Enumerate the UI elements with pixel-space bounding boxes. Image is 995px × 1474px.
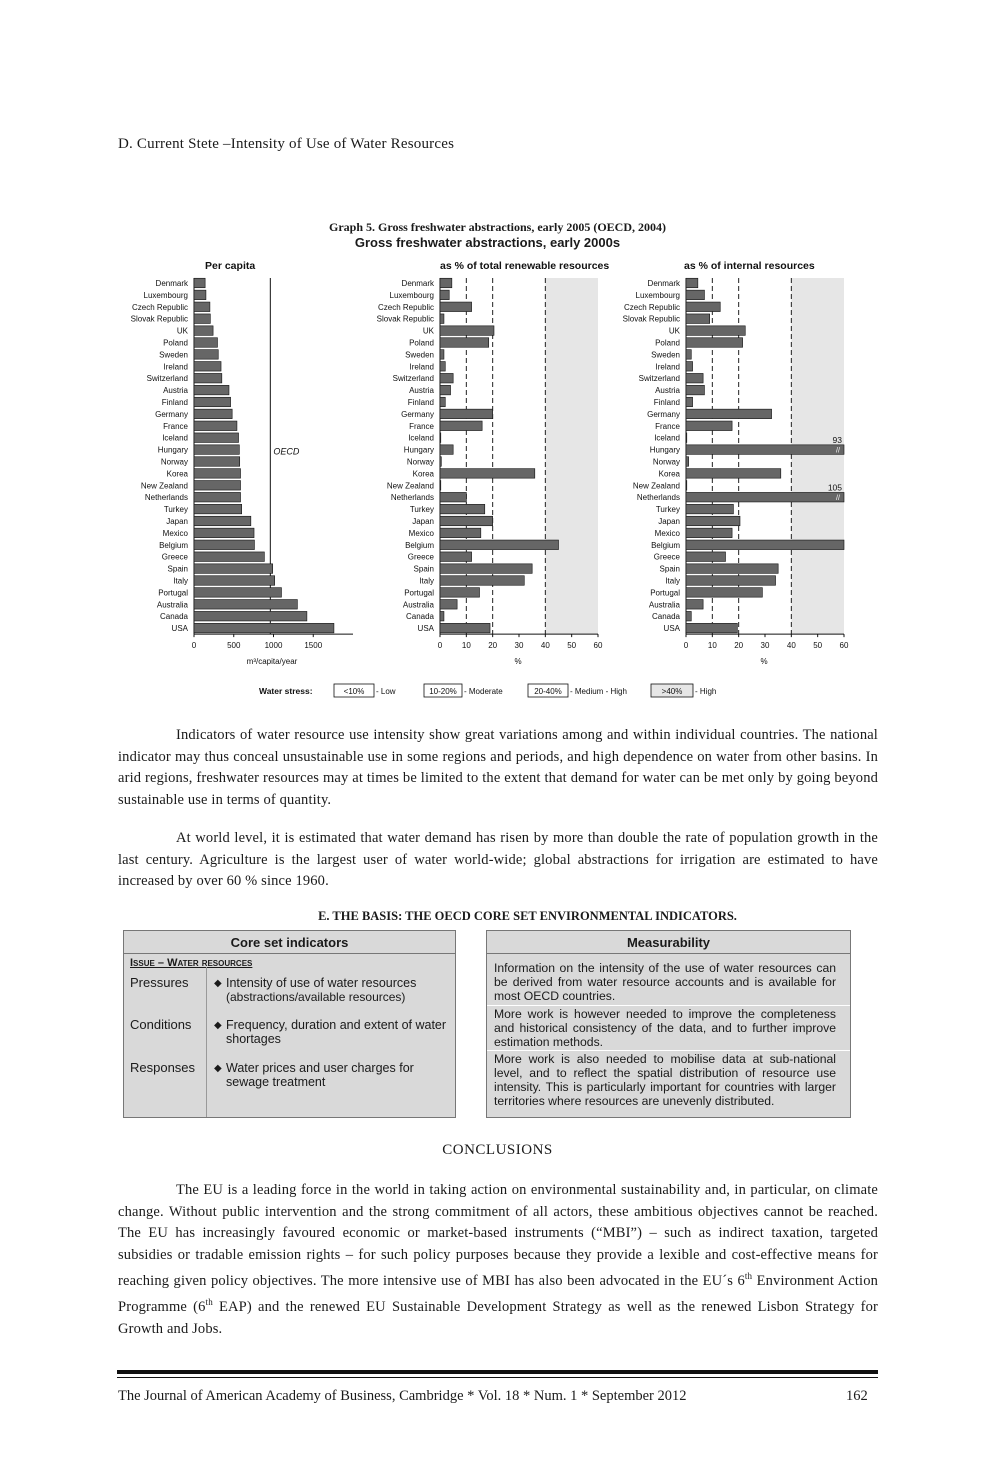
tick-label: Italy xyxy=(419,576,434,586)
section-e-heading: E. THE BASIS: THE OECD CORE SET ENVIRONMENTAL INDICATORS. xyxy=(318,909,737,923)
divider xyxy=(487,1005,850,1006)
tick-label: New Zealand xyxy=(632,481,680,491)
bar xyxy=(440,433,441,443)
data-label: 105 xyxy=(827,482,842,493)
tick-label: Finland xyxy=(161,398,188,407)
tick-label: Mexico xyxy=(162,528,188,538)
bar xyxy=(194,576,275,586)
bar xyxy=(194,552,264,562)
tick-label: Sweden xyxy=(405,350,434,360)
data-label: 93 xyxy=(832,434,842,445)
bar xyxy=(194,600,297,610)
paragraph-conclusions xyxy=(118,1180,878,1340)
tick-label: Hungary xyxy=(157,445,188,455)
tick-label: Finland xyxy=(407,398,434,407)
bar xyxy=(686,338,743,348)
bar xyxy=(440,290,449,300)
tick-label: Ireland xyxy=(655,362,680,372)
divider xyxy=(124,953,455,954)
paragraph-world-level xyxy=(118,828,878,893)
bar xyxy=(194,516,251,526)
measurability-title: Measurability xyxy=(626,935,711,950)
tick-label: Japan xyxy=(412,517,434,526)
paragraph-text: At world level, it is estimated that water demand has risen by more than double the rate of population growth in the last century. Agriculture is the largest user of water world-wide; global abstractions for irrigation are estimated to have increased by over 60 % since 1960. xyxy=(118,830,878,889)
row-label-conditions: Conditions xyxy=(130,1017,192,1032)
tick-label: Netherlands xyxy=(636,493,680,503)
bar xyxy=(194,385,229,395)
x-tick-label: 20 xyxy=(488,641,498,651)
tick-label: Czech Republic xyxy=(131,302,188,312)
bar xyxy=(686,385,704,395)
bar xyxy=(686,481,687,491)
tick-label: Netherlands xyxy=(390,493,434,503)
bar xyxy=(440,588,480,598)
divider xyxy=(487,953,850,954)
bar xyxy=(440,373,453,383)
tick-label: Czech Republic xyxy=(623,302,680,312)
bar xyxy=(686,600,703,610)
page-number: 162 xyxy=(846,1388,868,1404)
bar xyxy=(440,457,441,467)
bar xyxy=(440,314,444,324)
paragraph-text: Environment Action Programme (6 xyxy=(118,1272,878,1316)
tick-label: Finland xyxy=(653,398,680,407)
bar xyxy=(194,409,232,419)
bullet-icon: ◆ xyxy=(214,978,222,989)
bar xyxy=(194,588,281,598)
bar xyxy=(440,469,535,479)
tick-label: Portugal xyxy=(158,588,188,598)
tick-label: Hungary xyxy=(649,445,680,455)
bar xyxy=(686,290,704,300)
bar xyxy=(440,385,451,395)
bar xyxy=(686,278,698,288)
tick-label: France xyxy=(409,421,434,431)
x-tick-label: 0 xyxy=(683,641,689,651)
footer-rule xyxy=(117,1370,878,1374)
bar xyxy=(440,576,524,586)
bar xyxy=(440,445,453,455)
tick-label: Australia xyxy=(402,600,434,610)
bar xyxy=(194,326,213,336)
bar xyxy=(440,362,445,372)
panel-title: Per capita xyxy=(205,260,256,272)
divider xyxy=(487,1050,850,1051)
journal-footer: The Journal of American Academy of Business, Cambridge * Vol. 18 * Num. 1 * September 2012 xyxy=(118,1388,687,1404)
legend-box-label: 20-40% xyxy=(534,687,562,696)
bar xyxy=(194,528,254,538)
bar xyxy=(440,623,490,633)
tick-label: Japan xyxy=(658,517,680,526)
bar xyxy=(440,564,532,574)
freshwater-chart xyxy=(0,250,995,710)
tick-label: Mexico xyxy=(654,528,680,538)
tick-label: Hungary xyxy=(403,445,434,455)
bar xyxy=(686,611,691,621)
bullet-icon: ◆ xyxy=(214,1063,222,1074)
axis-break-mark: // xyxy=(836,447,840,455)
tick-label: Austria xyxy=(409,386,434,396)
bar xyxy=(686,302,720,312)
bar xyxy=(194,350,218,360)
tick-label: Australia xyxy=(648,600,680,610)
tick-label: Japan xyxy=(166,517,188,526)
tick-label: Norway xyxy=(160,457,188,467)
tick-label: Portugal xyxy=(404,588,434,598)
tick-label: UK xyxy=(668,326,680,336)
tick-label: Denmark xyxy=(401,279,434,288)
bar xyxy=(440,504,485,513)
panel-title: as % of internal resources xyxy=(684,260,815,272)
tick-label: Korea xyxy=(166,469,188,479)
tick-label: USA xyxy=(417,624,434,634)
bar xyxy=(686,528,732,538)
bar xyxy=(686,504,733,513)
tick-label: Canada xyxy=(405,612,434,622)
bar xyxy=(686,373,703,383)
bar xyxy=(686,516,740,526)
core-box-title: Core set indicators xyxy=(230,935,349,950)
measurability-item: More work is also needed to mobilise data at sub-national level, and to reflect the spatial distribution of resource use intensity. This is particularly important for countries with larger territories where resources are unevenly distributed. xyxy=(494,1052,836,1108)
bar xyxy=(194,481,241,491)
tick-label: Italy xyxy=(173,576,188,586)
x-tick-label: 40 xyxy=(786,641,796,651)
legend-box-label: >40% xyxy=(661,687,683,696)
tick-label: Greece xyxy=(653,552,680,562)
bar xyxy=(440,278,452,288)
x-tick-label: 0 xyxy=(437,641,443,651)
tick-label: Germany xyxy=(647,409,680,419)
bar xyxy=(440,421,482,431)
tick-label: Germany xyxy=(155,409,188,419)
tick-label: Italy xyxy=(665,576,680,586)
tick-label: Poland xyxy=(655,338,680,348)
bar xyxy=(686,576,776,586)
conclusions-heading: CONCLUSIONS xyxy=(442,1142,553,1158)
tick-label: Poland xyxy=(409,338,434,348)
tick-label: New Zealand xyxy=(386,481,434,491)
tick-label: Norway xyxy=(406,457,434,467)
divider xyxy=(206,967,207,1117)
legend-box-label: 10-20% xyxy=(429,687,457,696)
bullet-icon: ◆ xyxy=(214,1020,222,1031)
tick-label: France xyxy=(655,421,680,431)
bar xyxy=(194,433,239,443)
tick-label: UK xyxy=(422,326,434,336)
tick-label: Mexico xyxy=(408,528,434,538)
bar xyxy=(686,469,781,479)
tick-label: USA xyxy=(171,624,188,634)
section-heading: D. Current Stete –Intensity of Use of Water Resources xyxy=(118,136,455,152)
legend-item-label: - High xyxy=(695,687,717,696)
bar xyxy=(686,564,778,574)
tick-label: Switzerland xyxy=(146,374,188,384)
bar xyxy=(686,362,693,372)
tick-label: Korea xyxy=(658,469,680,479)
bar xyxy=(440,492,466,502)
tick-label: Spain xyxy=(167,564,188,574)
reference-label: OECD xyxy=(273,446,300,457)
tick-label: Luxembourg xyxy=(143,290,188,300)
x-tick-label: 50 xyxy=(567,641,577,651)
measurability-box xyxy=(486,930,851,1118)
tick-label: Korea xyxy=(412,469,434,479)
tick-label: Australia xyxy=(156,600,188,610)
legend-item-label: - Moderate xyxy=(464,687,503,696)
tick-label: Iceland xyxy=(408,433,434,443)
bar xyxy=(194,469,241,479)
bar xyxy=(686,326,745,336)
bar xyxy=(686,588,762,598)
panel-title: as % of total renewable resources xyxy=(440,260,610,272)
tick-label: Portugal xyxy=(650,588,680,598)
bar xyxy=(194,314,210,324)
bar xyxy=(194,338,217,348)
tick-label: Iceland xyxy=(162,433,188,443)
issue-label: Issue – Water resources xyxy=(130,957,253,969)
tick-label: Canada xyxy=(159,612,188,622)
x-tick-label: 30 xyxy=(760,641,770,651)
x-tick-label: 1500 xyxy=(304,641,323,651)
bar xyxy=(440,302,472,312)
tick-label: Slovak Republic xyxy=(376,314,434,324)
tick-label: Netherlands xyxy=(144,493,188,503)
x-axis-label: % xyxy=(760,657,768,667)
tick-label: Turkey xyxy=(163,505,188,515)
bar xyxy=(194,302,210,312)
x-tick-label: 30 xyxy=(514,641,524,651)
bar xyxy=(194,397,231,407)
paragraph-text: The EU is a leading force in the world in taking action on environmental sustainability and, in particular, on climate change. Without public intervention and the strong commitment of all actors, these ambitious objectives cannot be reached. The EU has increasingly favoured economic or market-based instruments (“MBI”) – such as indirect taxation, targeted subsidies or tradable emission rights – for such policy purposes because they provide a lexible and cost-effective means for reaching given policy objectives. The more intensive use of MBI has also been advocated in the EU´s 6 xyxy=(118,1182,878,1289)
tick-label: Turkey xyxy=(655,505,680,515)
legend-item-label: - Low xyxy=(376,687,396,696)
bar xyxy=(440,409,493,419)
x-tick-label: 10 xyxy=(461,641,471,651)
tick-label: Ireland xyxy=(409,362,434,372)
tick-label: Czech Republic xyxy=(377,302,434,312)
chart-title: Gross freshwater abstractions, early 2000s xyxy=(354,235,621,250)
superscript: th xyxy=(744,1271,753,1281)
tick-label: Denmark xyxy=(647,279,680,288)
bar xyxy=(440,528,481,538)
bar xyxy=(686,433,687,443)
high-stress-zone xyxy=(545,278,598,634)
row-sub-text: (abstractions/available resources) xyxy=(226,990,406,1004)
bar xyxy=(194,611,307,621)
bar xyxy=(194,290,206,300)
superscript: th xyxy=(205,1297,213,1308)
bar xyxy=(194,504,242,513)
footer-rule xyxy=(117,1377,878,1378)
tick-label: Slovak Republic xyxy=(622,314,680,324)
legend-item-label: - Medium - High xyxy=(570,687,627,696)
tick-label: Denmark xyxy=(155,279,188,288)
bar xyxy=(686,350,691,360)
x-axis-label: % xyxy=(514,657,522,667)
x-tick-label: 500 xyxy=(227,641,241,651)
tick-label: Germany xyxy=(401,409,434,419)
row-text-pressures xyxy=(226,976,450,1004)
tick-label: Switzerland xyxy=(638,374,680,384)
paragraph-text: EAP) and the renewed EU Sustainable Development Strategy as well as the renewed Lisbon Strategy for Growth and Jobs. xyxy=(118,1299,879,1337)
x-tick-label: 40 xyxy=(540,641,550,651)
bar xyxy=(440,552,472,562)
bar xyxy=(194,564,273,574)
tick-label: Luxembourg xyxy=(635,290,680,300)
tick-label: Austria xyxy=(163,386,188,396)
bar xyxy=(686,552,726,562)
bar xyxy=(440,326,494,336)
tick-label: Iceland xyxy=(654,433,680,443)
bar xyxy=(686,457,689,467)
tick-label: New Zealand xyxy=(140,481,188,491)
graph-caption: Graph 5. Gross freshwater abstractions, early 2005 (OECD, 2004) xyxy=(329,220,666,234)
x-tick-label: 20 xyxy=(734,641,744,651)
row-text-conditions: Frequency, duration and extent of water shortages xyxy=(226,1018,447,1046)
x-tick-label: 10 xyxy=(707,641,717,651)
bar xyxy=(194,421,237,431)
bar xyxy=(686,409,772,419)
tick-label: Turkey xyxy=(409,505,434,515)
measurability-item: More work is however needed to improve the completeness and historical consistency of the data, and to further improve estimation methods. xyxy=(494,1007,836,1049)
bar xyxy=(440,516,493,526)
tick-label: Spain xyxy=(413,564,434,574)
tick-label: Norway xyxy=(652,457,680,467)
bar xyxy=(440,540,559,550)
tick-label: UK xyxy=(176,326,188,336)
tick-label: Sweden xyxy=(159,350,188,360)
bar xyxy=(686,492,844,502)
x-tick-label: 50 xyxy=(813,641,823,651)
bar xyxy=(440,481,441,491)
bar xyxy=(686,314,710,324)
bar xyxy=(686,540,844,550)
bar xyxy=(194,623,334,633)
legend-box-label: <10% xyxy=(343,687,365,696)
x-tick-label: 60 xyxy=(839,641,849,651)
bar xyxy=(440,611,444,621)
tick-label: Greece xyxy=(161,552,188,562)
tick-label: Poland xyxy=(163,338,188,348)
bar xyxy=(194,362,221,372)
legend-title: Water stress: xyxy=(259,686,313,696)
bar xyxy=(194,492,241,502)
axis-break-mark: // xyxy=(836,495,840,503)
row-label-pressures: Pressures xyxy=(130,975,189,990)
bar xyxy=(194,373,222,383)
bar xyxy=(194,445,239,455)
bar xyxy=(686,623,737,633)
core-set-indicators-box xyxy=(123,930,456,1118)
bar xyxy=(194,457,240,467)
x-axis-label: m³/capita/year xyxy=(246,657,298,667)
bar xyxy=(686,397,693,407)
measurability-item: Information on the intensity of the use of water resources can be derived from water resource accounts and is available for most OECD countries. xyxy=(494,961,836,1003)
high-stress-zone xyxy=(791,278,844,634)
row-main-text: Intensity of use of water resources xyxy=(226,976,417,990)
bar xyxy=(440,397,445,407)
tick-label: Austria xyxy=(655,386,680,396)
row-label-responses: Responses xyxy=(130,1060,196,1075)
x-tick-label: 1000 xyxy=(264,641,283,651)
tick-label: Belgium xyxy=(405,540,434,550)
bar xyxy=(440,600,457,610)
bar xyxy=(194,278,205,288)
bar xyxy=(686,421,732,431)
x-tick-label: 60 xyxy=(593,641,603,651)
bar xyxy=(194,540,254,550)
tick-label: Belgium xyxy=(651,540,680,550)
tick-label: Spain xyxy=(659,564,680,574)
tick-label: Switzerland xyxy=(392,374,434,384)
paragraph-intensity xyxy=(118,725,878,811)
row-text-responses: Water prices and user charges for sewage treatment xyxy=(226,1061,414,1089)
tick-label: Sweden xyxy=(651,350,680,360)
tick-label: Canada xyxy=(651,612,680,622)
bar xyxy=(440,350,444,360)
tick-label: Greece xyxy=(407,552,434,562)
paragraph-text: Indicators of water resource use intensity show great variations among and within individual countries. The national indicator may thus conceal unsustainable use in some regions and periods, and high dependence on water from other basins. In arid regions, freshwater resources may at times be limited to the extent that demand for water can be met only by going beyond sustainable use in terms of quantity. xyxy=(118,727,878,808)
x-tick-label: 0 xyxy=(191,641,197,651)
tick-label: Belgium xyxy=(159,540,188,550)
tick-label: Luxembourg xyxy=(389,290,434,300)
tick-label: France xyxy=(163,421,188,431)
tick-label: Ireland xyxy=(163,362,188,372)
tick-label: USA xyxy=(663,624,680,634)
bar xyxy=(440,338,489,348)
tick-label: Slovak Republic xyxy=(130,314,188,324)
bar xyxy=(686,445,844,455)
